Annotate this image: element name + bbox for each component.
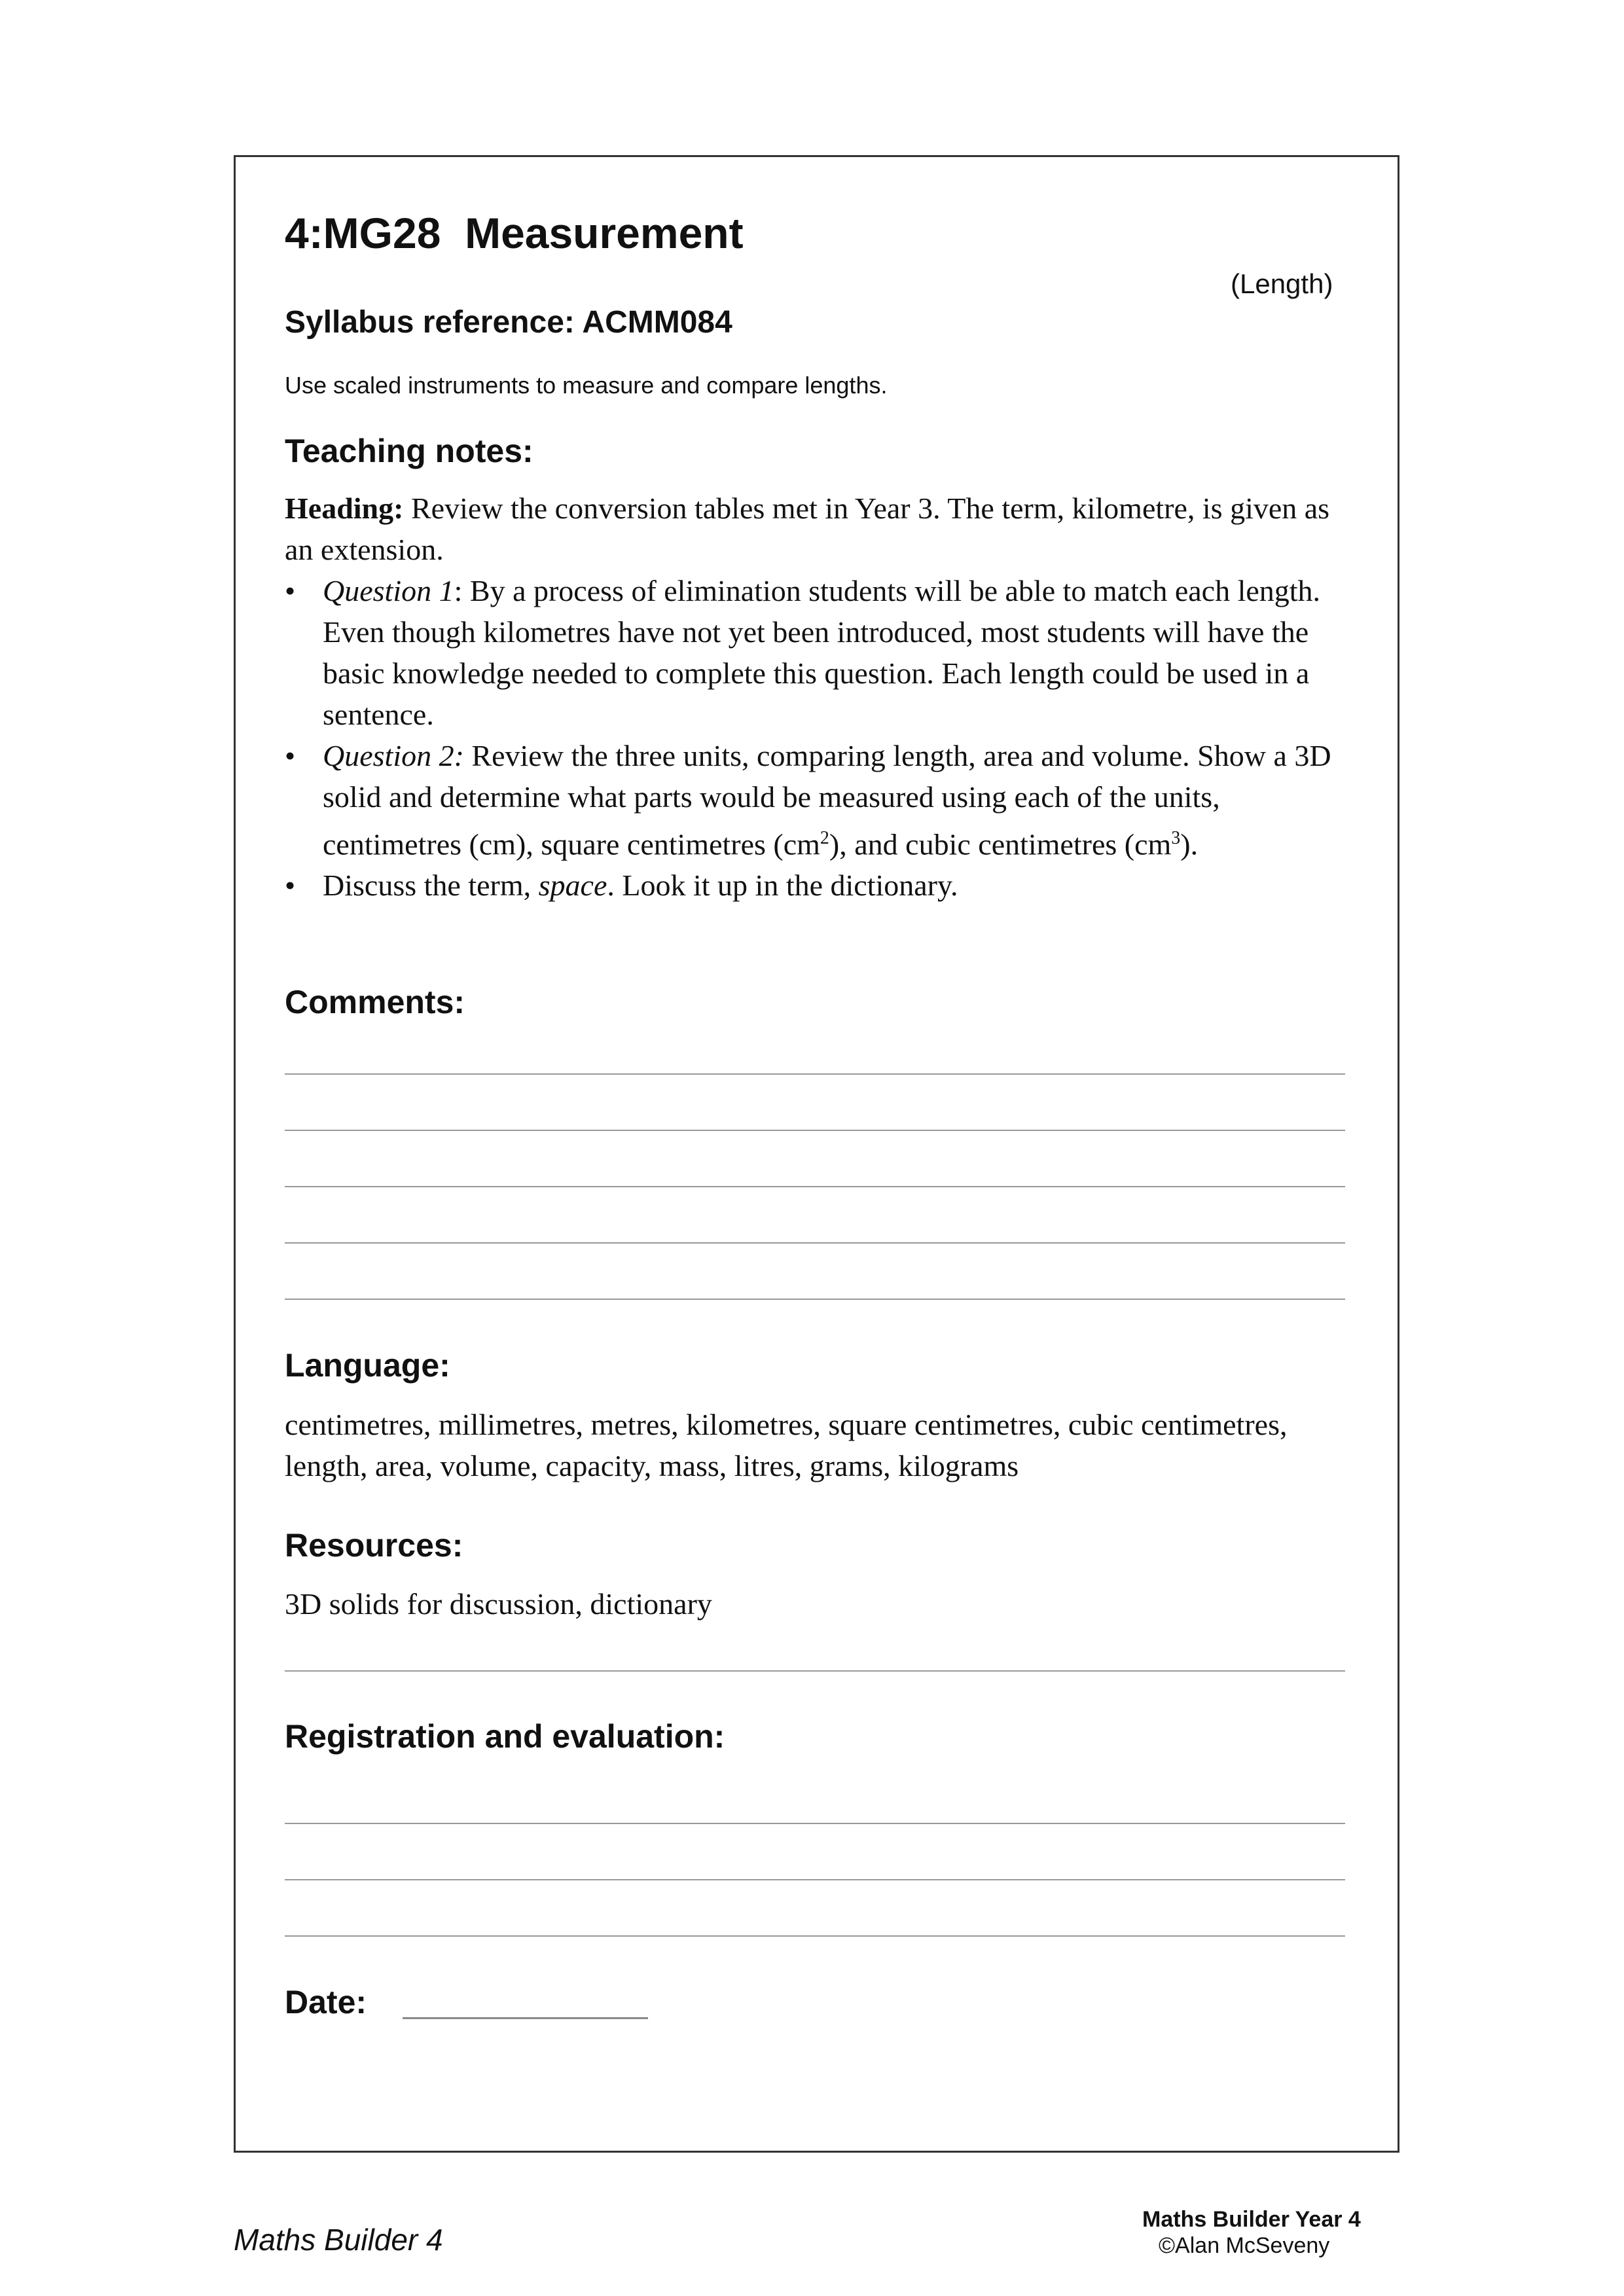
resources-write-line[interactable] — [285, 1670, 1345, 1672]
footer-series-title: Maths Builder Year 4 — [1142, 2207, 1361, 2232]
question-text: Review the three units, comparing length, area and volume. Show a 3D solid and determine what parts would be measured using each of the units, centimetres (cm), square centimetres (cm — [323, 739, 1331, 861]
list-item — [285, 735, 1358, 865]
date-write-line[interactable] — [403, 2017, 648, 2019]
question-text: ), and cubic centimetres (cm — [829, 827, 1172, 861]
teaching-notes-body — [285, 488, 1358, 906]
resources-text: 3D solids for discussion, dictionary — [285, 1587, 712, 1621]
language-text: centimetres, millimetres, metres, kilometres, square centimetres, cubic centimetres, length, area, volume, capacity, mass, litres, grams, kilograms — [285, 1408, 1288, 1482]
comments-heading: Comments: — [285, 984, 465, 1020]
superscript: 2 — [820, 828, 829, 848]
note-text: . Look it up in the dictionary. — [607, 869, 958, 903]
question-text: : By a process of elimination students will be able to match each length. Even though kilometres have not yet been introduced, most students will have the basic knowledge needed to complete this question. Each length could be used in a sentence. — [323, 574, 1321, 731]
list-item — [285, 570, 1358, 735]
intro-label: Heading: — [285, 492, 404, 525]
topic-label: (Length) — [1231, 268, 1333, 299]
list-item — [285, 865, 1358, 906]
syllabus-reference: Syllabus reference: ACMM084 — [285, 305, 732, 340]
intro-text: Review the conversion tables met in Year 3. The term, kilometre, is given as an extension. — [285, 492, 1330, 566]
comments-write-line[interactable] — [285, 1299, 1345, 1300]
comments-write-line[interactable] — [285, 1242, 1345, 1244]
date-label: Date: — [285, 1984, 367, 2020]
resources-heading: Resources: — [285, 1527, 463, 1564]
registration-write-line[interactable] — [285, 1879, 1345, 1880]
footer-copyright: ©Alan McSeveny — [1159, 2233, 1330, 2258]
page-title: 4:MG28 Measurement — [285, 209, 744, 257]
teaching-notes-list — [285, 570, 1358, 906]
language-heading: Language: — [285, 1347, 450, 1384]
comments-write-line[interactable] — [285, 1186, 1345, 1187]
superscript: 3 — [1171, 828, 1181, 848]
question-label: Question 1 — [323, 574, 454, 607]
comments-write-line[interactable] — [285, 1130, 1345, 1131]
emphasis-term: space — [538, 869, 607, 903]
teaching-notes-heading: Teaching notes: — [285, 433, 533, 469]
note-text: Discuss the term, — [323, 869, 539, 903]
comments-write-line[interactable] — [285, 1073, 1345, 1075]
footer-book-title: Maths Builder 4 — [234, 2223, 443, 2257]
question-label: Question 2: — [323, 739, 464, 772]
registration-heading: Registration and evaluation: — [285, 1718, 725, 1755]
syllabus-description: Use scaled instruments to measure and compare lengths. — [285, 372, 888, 399]
question-text: ). — [1180, 827, 1199, 861]
registration-write-line[interactable] — [285, 1935, 1345, 1937]
registration-write-line[interactable] — [285, 1823, 1345, 1824]
teaching-notes-intro — [285, 488, 1358, 570]
